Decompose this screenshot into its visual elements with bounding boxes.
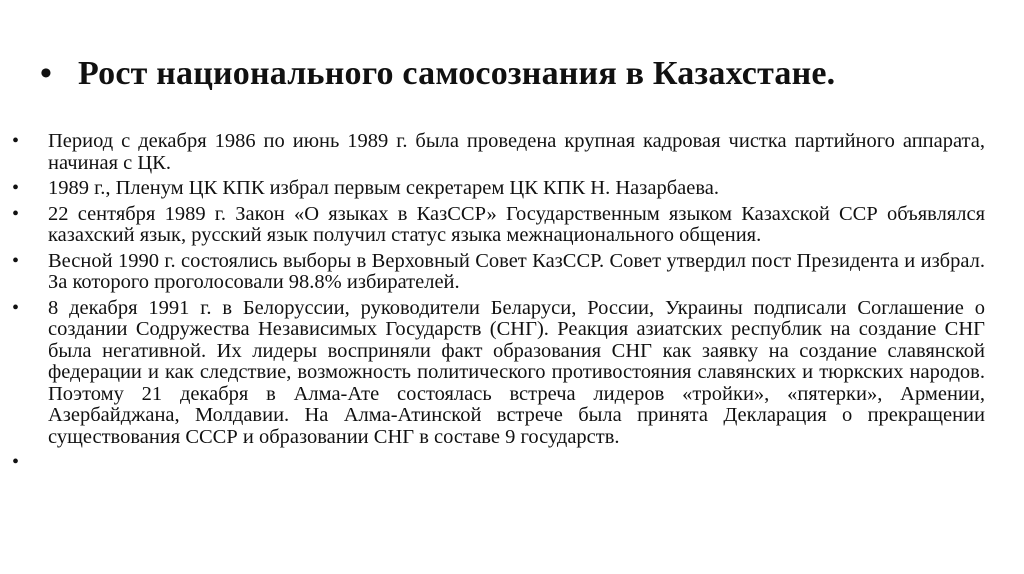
title-bullet: • bbox=[40, 55, 52, 92]
list-item-text: 22 сентября 1989 г. Закон «О языках в КазССР» Государственным языком Казахской ССР объявлялся казахский язык, русский язык получил статус языка межнационального общения. bbox=[48, 202, 985, 246]
list-item bbox=[10, 178, 985, 200]
list-item bbox=[10, 298, 985, 449]
bullet-icon: • bbox=[12, 249, 20, 272]
list-item bbox=[10, 452, 985, 474]
bullet-icon: • bbox=[12, 177, 20, 199]
list-item-text: 8 декабря 1991 г. в Белоруссии, руководители Беларуси, России, Украины подписали Соглашение о создании Содружества Независимых Государств (СНГ). Реакция азиатских республик на создание СНГ была негативной. Их лидеры восприняли факт образования СНГ как заявку на создание славянской федерации и как следствие, возможность политического противостояния славянских и тюркских народов. Поэтому 21 декабря в Алма-Ате состоялась встреча лидеров «тройки», «пятерки», Армении, Азербайджана, Молдавии. На Алма-Атинской встрече была принята Декларация о прекращении существования СССР и образовании СНГ в составе 9 государств. bbox=[48, 296, 985, 448]
list-item bbox=[10, 204, 985, 247]
list-item bbox=[10, 131, 985, 174]
bullet-icon: • bbox=[12, 202, 20, 225]
list-item-text: 1989 г., Пленум ЦК КПК избрал первым секретарем ЦК КПК Н. Назарбаева. bbox=[48, 177, 719, 199]
bullet-icon: • bbox=[12, 130, 20, 152]
bullet-icon: • bbox=[12, 451, 20, 473]
list-item-text: Период с декабря 1986 по июнь 1989 г. была проведена крупная кадровая чистка партийного аппарата, начиная с ЦК. bbox=[48, 130, 985, 174]
slide-title: Рост национального самосознания в Казахстане. bbox=[78, 55, 836, 92]
list-item bbox=[10, 251, 985, 294]
bullet-icon: • bbox=[12, 296, 20, 319]
bullet-list bbox=[10, 131, 985, 478]
title-row bbox=[40, 55, 1000, 93]
list-item-text: Весной 1990 г. состоялись выборы в Верховный Совет КазССР. Совет утвердил пост Президента и избрал. За которого проголосовали 98.8% избирателей. bbox=[48, 249, 985, 293]
